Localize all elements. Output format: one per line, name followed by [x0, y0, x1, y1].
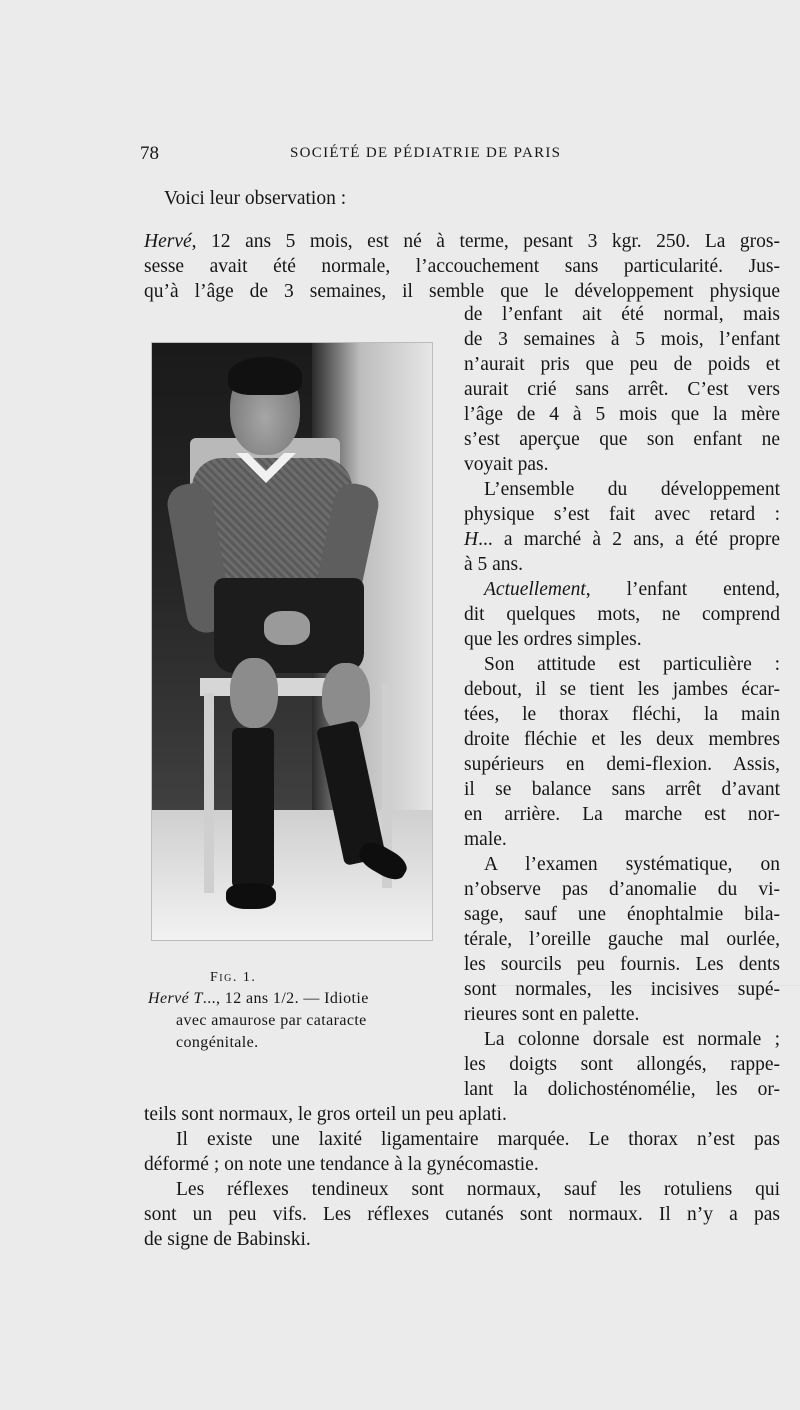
- figure-caption-line-2: avec amaurose par cataracte: [176, 1012, 367, 1029]
- full-line-bottom-2: Il existe une laxité ligamentaire marquée. Le thorax n’est pas: [176, 1129, 780, 1150]
- column-line-22: male.: [464, 829, 507, 850]
- column-line-29: rieures sont en palette.: [464, 1004, 640, 1025]
- column-line-17: tées, le thorax fléchi, la main: [464, 704, 780, 725]
- column-line-14: que les ordres simples.: [464, 629, 642, 650]
- running-title: SOCIÉTÉ DE PÉDIATRIE DE PARIS: [290, 145, 562, 161]
- column-line-19: supérieurs en demi-flexion. Assis,: [464, 754, 780, 775]
- figure-caption-line-1: Hervé T..., 12 ans 1/2. — Idiotie: [148, 990, 369, 1007]
- column-line-10: H... a marché à 2 ans, a été propre: [464, 529, 780, 550]
- column-line-13: dit quelques mots, ne comprend: [464, 604, 780, 625]
- column-line-7: voyait pas.: [464, 454, 549, 475]
- column-line-15: Son attitude est particulière :: [484, 654, 780, 675]
- figure-caption-line-3: congénitale.: [176, 1034, 259, 1051]
- column-line-26: térale, l’oreille gauche mal ourlée,: [464, 929, 780, 950]
- column-line-18: droite fléchie et les deux membres: [464, 729, 780, 750]
- column-line-8: L’ensemble du développement: [484, 479, 780, 500]
- column-line-16: debout, il se tient les jambes écar-: [464, 679, 780, 700]
- full-line-bottom-6: de signe de Babinski.: [144, 1229, 311, 1250]
- column-line-5: l’âge de 4 à 5 mois que la mère: [464, 404, 780, 425]
- column-line-6: s’est aperçue que son enfant ne: [464, 429, 780, 450]
- column-line-24: n’observe pas d’anomalie du vi-: [464, 879, 780, 900]
- figure-photograph: [152, 343, 432, 940]
- full-line-top-1: Hervé, 12 ans 5 mois, est né à terme, pesant 3 kgr. 250. La gros-: [144, 231, 780, 252]
- column-line-25: sage, sauf une énophtalmie bila-: [464, 904, 780, 925]
- column-line-2: de 3 semaines à 5 mois, l’enfant: [464, 329, 780, 350]
- column-line-23: A l’examen systématique, on: [484, 854, 780, 875]
- column-line-9: physique s’est fait avec retard :: [464, 504, 780, 525]
- full-line-top-2: sesse avait été normale, l’accouchement sans particularité. Jus-: [144, 256, 780, 277]
- column-line-20: il se balance sans arrêt d’avant: [464, 779, 780, 800]
- figure-label: Fig. 1.: [210, 970, 257, 985]
- full-line-bottom-1: teils sont normaux, le gros orteil un peu aplati.: [144, 1104, 507, 1125]
- column-line-4: aurait crié sans arrêt. C’est vers: [464, 379, 780, 400]
- column-line-32: lant la dolichosténomélie, les or-: [464, 1079, 780, 1100]
- intro-line: Voici leur observation :: [164, 188, 347, 209]
- column-line-28: sont normales, les incisives supé-: [464, 979, 780, 1000]
- column-line-31: les doigts sont allongés, rappe-: [464, 1054, 780, 1075]
- full-line-bottom-5: sont un peu vifs. Les réflexes cutanés sont normaux. Il n’y a pas: [144, 1204, 780, 1225]
- column-line-30: La colonne dorsale est normale ;: [484, 1029, 780, 1050]
- column-line-27: les sourcils peu fournis. Les dents: [464, 954, 780, 975]
- full-line-bottom-4: Les réflexes tendineux sont normaux, sauf les rotuliens qui: [176, 1179, 780, 1200]
- full-line-top-3: qu’à l’âge de 3 semaines, il semble que le développement physique: [144, 281, 780, 302]
- column-line-12: Actuellement, l’enfant entend,: [484, 579, 780, 600]
- column-line-21: en arrière. La marche est nor-: [464, 804, 780, 825]
- column-line-1: de l’enfant ait été normal, mais: [464, 304, 780, 325]
- full-line-bottom-3: déformé ; on note une tendance à la gynécomastie.: [144, 1154, 539, 1175]
- page-number: 78: [140, 143, 159, 164]
- column-line-11: à 5 ans.: [464, 554, 524, 575]
- column-line-3: n’aurait pris que peu de poids et: [464, 354, 780, 375]
